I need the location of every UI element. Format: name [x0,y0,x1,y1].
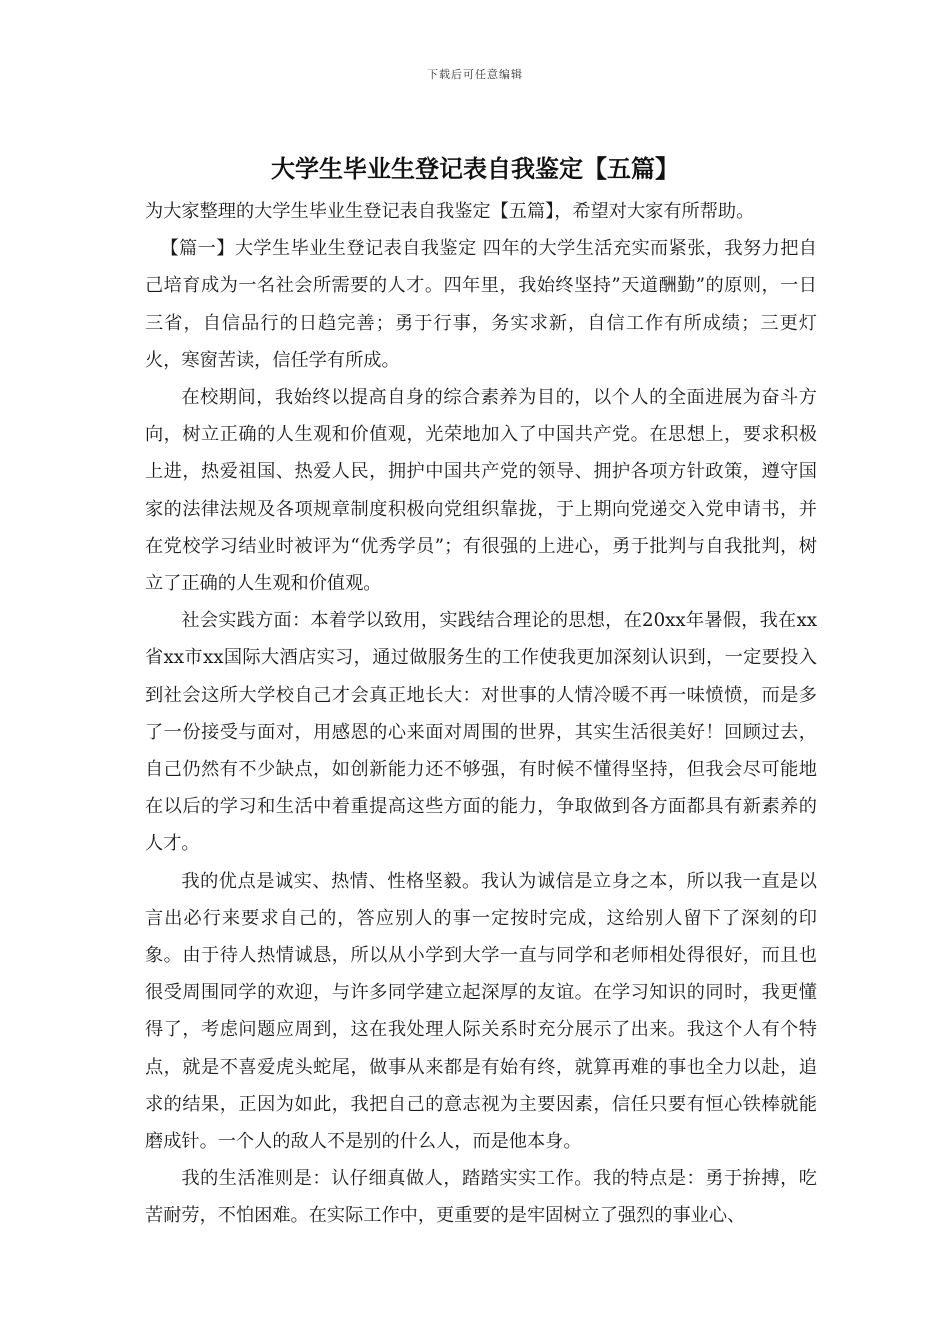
header-note: 下载后可任意编辑 [427,68,523,81]
body-paragraph-3: 社会实践方面：本着学以致用，实践结合理论的思想，在20xx年暑假，我在xx省xx市xx国际大酒店实习，通过做服务生的工作使我更加深刻认识到，一定要投入到社会这所大学校自己才会真正地长大：对世事的人情冷暖不再一味愤愤，而是多了一份接受与面对，用感恩的心来面对周围的世界，其实生活很美好！回顾过去，自己仍然有不少缺点，如创新能力还不够强，有时候不懂得坚持，但我会尽可能地在以后的学习和生活中着重提高这些方面的能力，争取做到各方面都具有新素养的人才。 [145,610,817,855]
document-title: 大学生毕业生登记表自我鉴定【五篇】 [271,154,679,183]
body-paragraph-5: 我的生活准则是：认仔细真做人，踏踏实实工作。我的特点是：勇于拚搏，吃苦耐劳，不怕困难。在实际工作中，更重要的是牢固树立了强烈的事业心、 [145,1168,817,1227]
body-paragraph-2: 在校期间，我始终以提高自身的综合素养为目的，以个人的全面进展为奋斗方向，树立正确的人生观和价值观，光荣地加入了中国共产党。在思想上，要求积极上进，热爱祖国、热爱人民，拥护中国共产党的领导、拥护各项方针政策，遵守国家的法律法规及各项规章制度积极向党组织靠拢，于上期向党递交入党申请书，并在党校学习结业时被评为“优秀学员”；有很强的上进心，勇于批判与自我批判，树立了正确的人生观和价值观。 [145,387,817,595]
document-body [145,193,817,1235]
body-paragraph-4: 我的优点是诚实、热情、性格坚毅。我认为诚信是立身之本，所以我一直是以言出必行来要求自己的，答应别人的事一定按时完成，这给别人留下了深刻的印象。由于待人热情诚恳，所以从小学到大学一直与同学和老师相处得很好，而且也很受周围同学的欢迎，与许多同学建立起深厚的友谊。在学习知识的同时，我更懂得了，考虑问题应周到，这在我处理人际关系时充分展示了出来。我这个人有个特点，就是不喜爱虎头蛇尾，做事从来都是有始有终，就算再难的事也全力以赴，追求的结果，正因为如此，我把自己的意志视为主要因素，信任只要有恒心铁棒就能磨成针。一个人的敌人不是别的什么人，而是他本身。 [145,870,817,1153]
intro-paragraph: 为大家整理的大学生毕业生登记表自我鉴定【五篇】，希望对大家有所帮助。 [145,201,755,222]
body-paragraph-1: 【篇一】大学生毕业生登记表自我鉴定 四年的大学生活充实而紧张，我努力把自己培育成为一名社会所需要的人才。四年里，我始终坚持”天道酬勤”的原则，一日三省，自信品行的日趋完善；勇于行事，务实求新，自信工作有所成绩；三更灯火，寒窗苦读，信任学有所成。 [145,238,817,371]
